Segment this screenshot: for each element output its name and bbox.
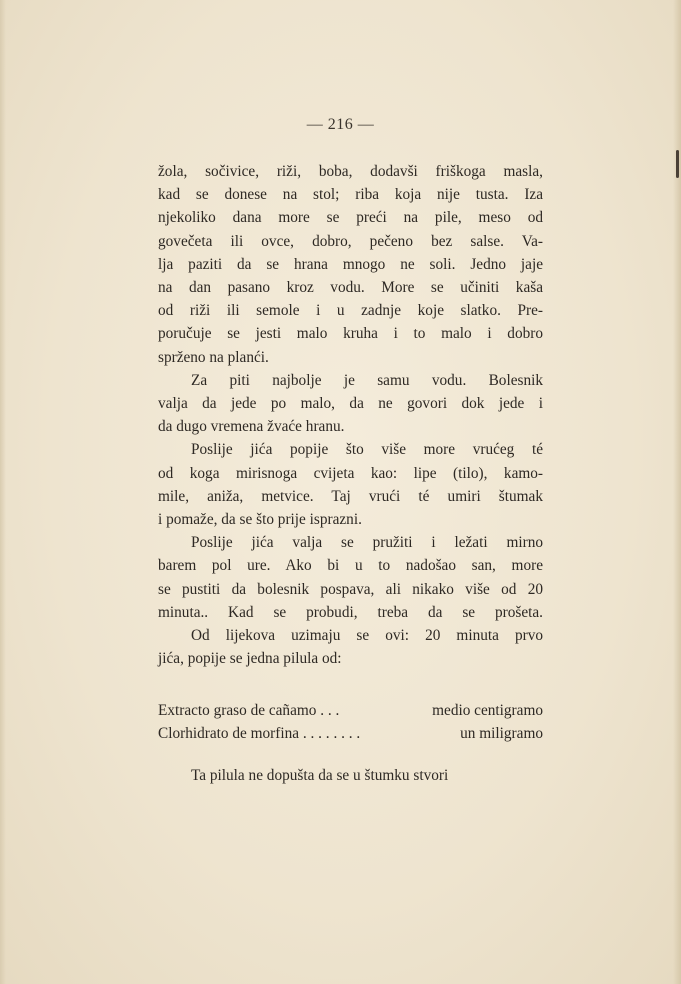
text-line: mile, aniža, metvice. Taj vrući té umiri štumak bbox=[158, 487, 543, 505]
text-line: govečeta ili ovce, dobro, pečeno bez salse. Va- bbox=[158, 232, 543, 250]
text-line: jića, popije se jedna pilula od: bbox=[158, 650, 342, 668]
text-line: kad se donese na stol; riba koja nije tusta. Iza bbox=[158, 186, 543, 204]
text-line: od riži ili semole i u zadnje koje slatko. Pre- bbox=[158, 302, 543, 320]
text-line: njekoliko dana more se preći na pile, meso od bbox=[158, 209, 543, 227]
recipe-row bbox=[158, 722, 543, 745]
paragraph-5 bbox=[158, 624, 543, 670]
text-line: na dan pasano kroz vodu. More se učiniti kaša bbox=[158, 279, 543, 297]
text-line: Poslije jića popije što više more vrućeg té bbox=[191, 441, 543, 459]
recipe-row bbox=[158, 699, 543, 722]
page-shadow-left bbox=[0, 0, 6, 984]
text-line: valja da jede po malo, da ne govori dok jede i bbox=[158, 395, 543, 413]
text-line: da dugo vremena žvaće hranu. bbox=[158, 418, 345, 436]
page-shadow-right bbox=[673, 0, 681, 984]
text-line: barem pol ure. Ako bi u to nadošao san, more bbox=[158, 557, 543, 575]
text-line: sprženo na planći. bbox=[158, 348, 269, 366]
text-line: Poslije jića valja se pružiti i ležati mirno bbox=[191, 534, 543, 552]
recipe-ingredient: Extracto graso de cañamo . . . bbox=[158, 702, 340, 719]
body-text bbox=[158, 160, 543, 670]
text-line: Od lijekova uzimaju se ovi: 20 minuta prvo bbox=[191, 627, 543, 645]
paragraph-1 bbox=[158, 160, 543, 369]
text-line: poručuje se jesti malo kruha i to malo i dobro bbox=[158, 325, 543, 343]
text-line: se pustiti da bolesnik pospava, ali nikako više od 20 bbox=[158, 580, 543, 598]
text-line: žola, sočivice, riži, boba, dodavši friškoga masla, bbox=[158, 163, 543, 180]
paragraph-2 bbox=[158, 369, 543, 439]
page-mark bbox=[676, 150, 679, 178]
continuation-line: Ta pilula ne dopušta da se u štumku stvori bbox=[191, 767, 449, 784]
text-line: lja paziti da se hrana mnogo ne soli. Jedno jaje bbox=[158, 255, 543, 273]
paragraph-3 bbox=[158, 438, 543, 531]
page-number: — 216 — bbox=[306, 116, 375, 133]
text-line: od koga mirisnoga cvijeta kao: lipe (tilo), kamo- bbox=[158, 464, 543, 482]
recipe-list bbox=[158, 699, 543, 745]
paragraph-4 bbox=[158, 531, 543, 624]
text-line: Za piti najbolje je samu vodu. Bolesnik bbox=[191, 371, 543, 389]
recipe-dose: un miligramo bbox=[460, 725, 543, 743]
recipe-ingredient: Clorhidrato de morfina . . . . . . . . bbox=[158, 725, 361, 743]
recipe-dose: medio centigramo bbox=[432, 702, 543, 719]
text-line: minuta.. Kad se probudi, treba da se prošeta. bbox=[158, 603, 543, 621]
text-line: i pomaže, da se što prije isprazni. bbox=[158, 511, 362, 529]
